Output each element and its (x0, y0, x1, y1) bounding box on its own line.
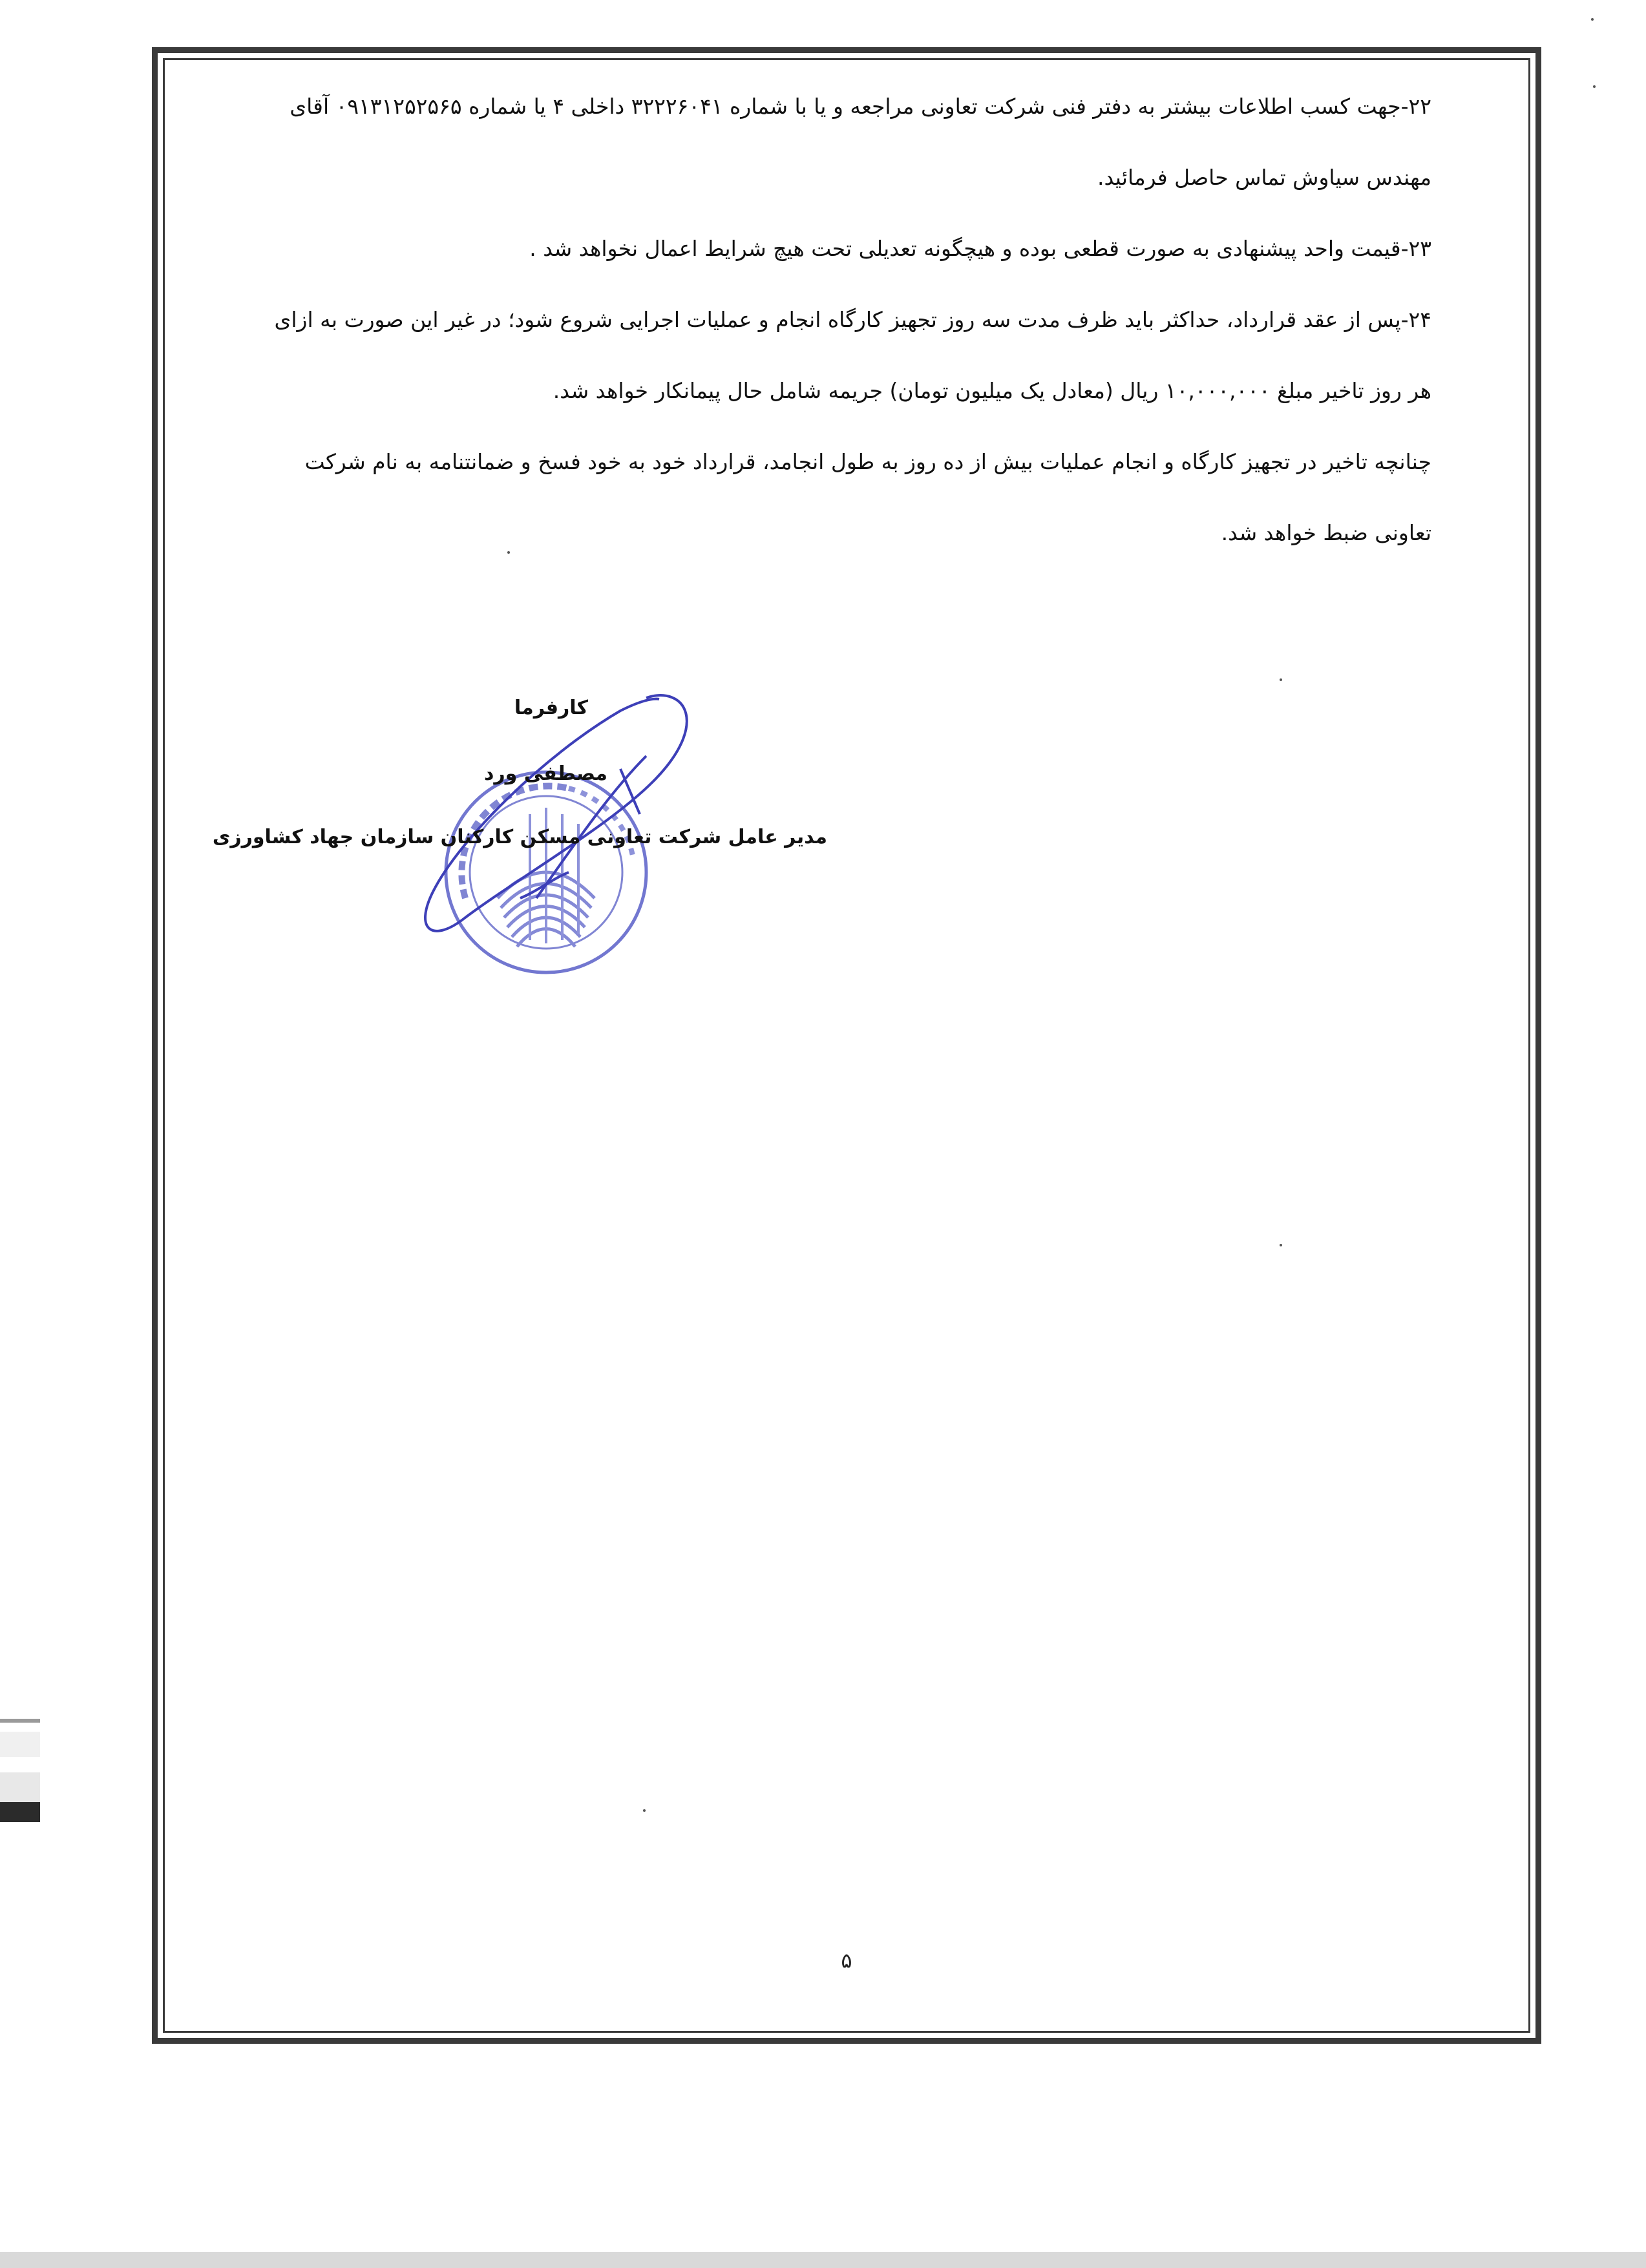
scan-speck (1591, 18, 1594, 21)
signature-block (212, 685, 827, 1021)
scan-bottom-band (0, 2252, 1646, 2268)
paragraph-item-22 (207, 71, 1467, 213)
page-number: ۵ (841, 1948, 852, 1973)
paragraph-line: ۲۳-قیمت واحد پیشنهادی به صورت قطعی بوده و هیچگونه تعدیلی تحت هیچ شرایط اعمال نخواهد شد . (529, 236, 1431, 261)
paragraph-line: ۲۲-جهت کسب اطلاعات بیشتر به دفتر فنی شرکت تعاونی مراجعه و یا با شماره ۳۲۲۲۶۰۴۱ داخلی ۴ یا شماره ۰۹۱۳۱۲۵۲۵۶۵ آقای (290, 94, 1431, 119)
paragraph-line: چنانچه تاخیر در تجهیز کارگاه و انجام عملیات بیش از ده روز به طول انجامد، قرارداد خود به خود فسخ و ضمانتنامه به نام شرکت (304, 449, 1431, 474)
company-stamp-icon (375, 685, 788, 1021)
scan-speck (1280, 678, 1282, 681)
scan-speck (507, 551, 510, 554)
paragraph-line: ۲۴-پس از عقد قرارداد، حداکثر باید ظرف مدت سه روز تجهیز کارگاه انجام و عملیات اجرایی شروع شود؛ در غیر این صورت به ازای (274, 307, 1431, 332)
scan-speck (1280, 1244, 1282, 1246)
paragraph-line: مهندس سیاوش تماس حاصل فرمائید. (1097, 165, 1431, 190)
paragraph-item-24-continuation (223, 426, 1467, 569)
scan-artifact-strip (0, 1732, 40, 1822)
scan-speck (1593, 85, 1596, 88)
scan-speck (643, 1809, 646, 1812)
document-body (207, 71, 1467, 569)
signature-title: کارفرما (514, 697, 588, 719)
paragraph-line: هر روز تاخیر مبلغ ۱۰,۰۰۰,۰۰۰ ریال (معادل یک میلیون تومان) جریمه شامل حال پیمانکار خواهد شد. (553, 378, 1431, 403)
paragraph-item-24 (207, 284, 1467, 426)
scan-artifact-line (0, 1719, 40, 1723)
paragraph-line: تعاونی ضبط خواهد شد. (1221, 520, 1431, 545)
signature-position: مدیر عامل شرکت تعاونی مسکن کارکنان سازمان جهاد کشاورزی (212, 826, 827, 848)
paragraph-item-23 (207, 213, 1467, 284)
signature-name: مصطفی ورد (483, 762, 607, 785)
